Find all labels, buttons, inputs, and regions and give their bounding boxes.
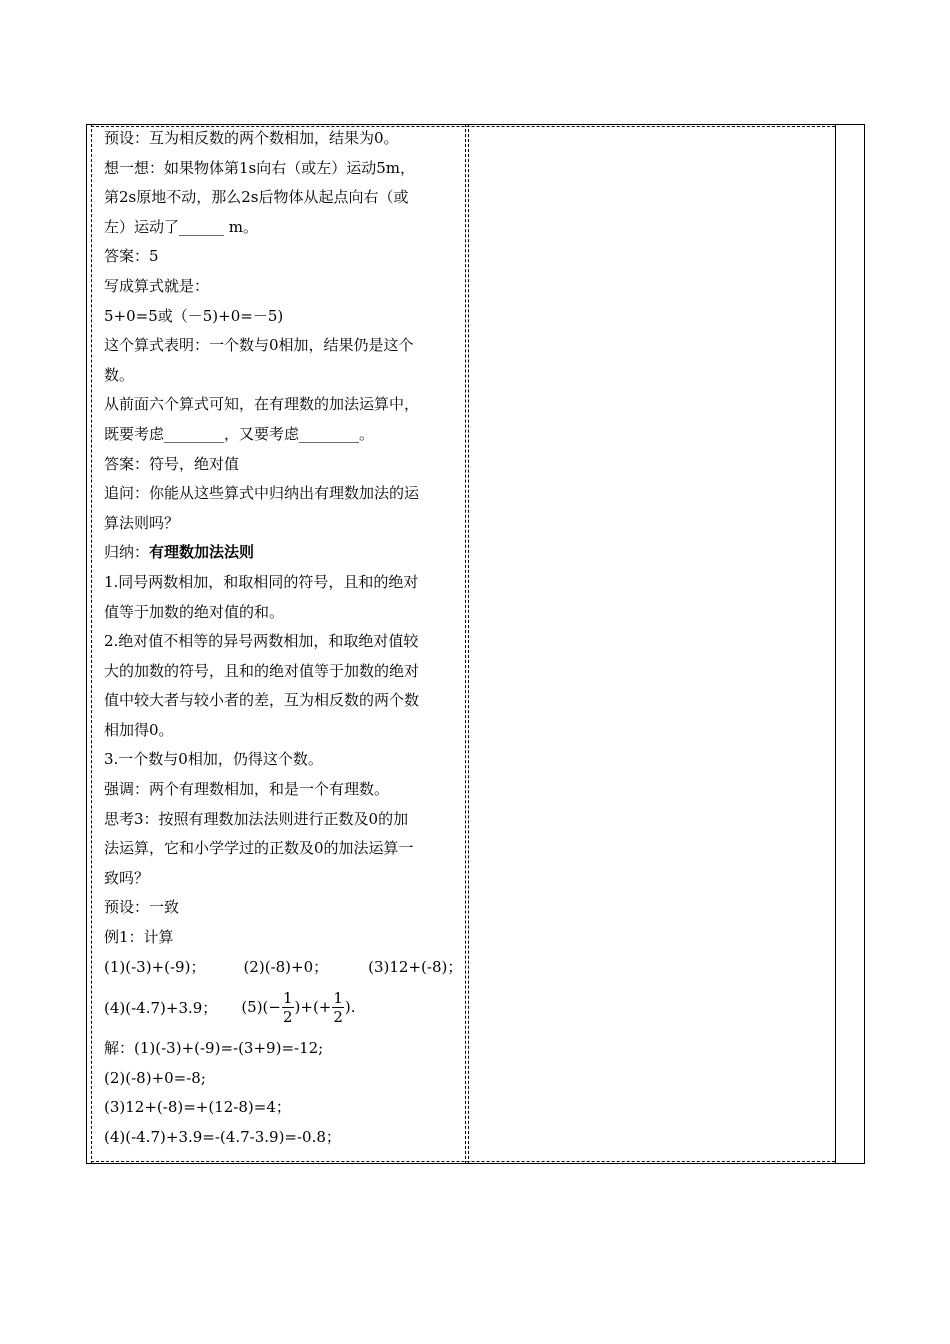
text-line: 既要考虑________，又要考虑________。: [104, 424, 375, 443]
rule-prefix: 归纳：: [104, 543, 150, 562]
text-line: 例1：计算: [104, 928, 174, 947]
left-cell-content: [104, 124, 463, 1153]
example-line-1: [104, 953, 463, 983]
cell-border-left: [91, 124, 92, 1164]
text-line: 值等于加数的绝对值的和。: [104, 602, 285, 621]
example-part-3: (3)12+(-8)；: [368, 957, 463, 976]
solution-line: (2)(-8)+0=-8;: [104, 1068, 206, 1087]
fraction-denominator: 2: [282, 1007, 293, 1026]
fraction-numerator: 1: [282, 988, 293, 1007]
text-line: 大的加数的符号，且和的绝对值等于加数的绝对: [104, 661, 420, 680]
example-part-5-open: (5)(−: [241, 998, 281, 1017]
text-line: 数。: [104, 365, 135, 384]
example-part-5-mid: )+(+: [294, 998, 332, 1017]
cell-border-middle-inner: [468, 124, 469, 1164]
text-line: 法运算，它和小学学过的正数及0的加法运算一: [104, 839, 414, 858]
example-part-2: (2)(-8)+0；: [243, 957, 329, 976]
cell-border-right: [835, 124, 836, 1164]
text-line: 预设：互为相反数的两个数相加，结果为0。: [104, 129, 399, 147]
text-line: 相加得0。: [104, 720, 174, 739]
text-line: 从前面六个算式可知，在有理数的加法运算中，: [104, 395, 420, 414]
text-line: 致吗？: [104, 868, 150, 887]
text-line: 1.同号两数相加，和取相同的符号，且和的绝对: [104, 572, 419, 591]
text-line: 5+0=5或（－5)+0=－5): [104, 306, 284, 325]
text-line: 思考3：按照有理数加法法则进行正数及0的加: [104, 809, 409, 828]
text-line: 左）运动了______ m。: [104, 217, 258, 236]
fraction-denominator: 2: [333, 1007, 343, 1026]
text-line: 答案：5: [104, 247, 159, 266]
fraction-half: [282, 989, 294, 1026]
cell-border-middle: [465, 124, 466, 1164]
text-line: 追问：你能从这些算式中归纳出有理数加法的运: [104, 484, 420, 503]
text-line: 强调：两个有理数相加，和是一个有理数。: [104, 780, 390, 799]
solution-line: (4)(-4.7)+3.9=-(4.7-3.9)=-0.8；: [104, 1128, 341, 1146]
text-line: 想一想：如果物体第1s向右（或左）运动5m，: [104, 158, 416, 177]
text-line: 2.绝对值不相等的异号两数相加，和取绝对值较: [104, 632, 419, 651]
rule-title: 有理数加法法则: [149, 543, 255, 562]
text-line: 第2s原地不动，那么2s后物体从起点向右（或: [104, 188, 409, 207]
example-part-4: (4)(-4.7)+3.9；: [104, 998, 218, 1017]
cell-border-bottom: [91, 1161, 835, 1162]
solution-line: (3)12+(-8)=+(12-8)=4；: [104, 1098, 291, 1117]
example-line-2: [104, 984, 460, 1030]
example-part-5-close: ).: [344, 998, 356, 1017]
text-line: 值中较大者与较小者的差，互为相反数的两个数: [104, 691, 420, 710]
example-part-1: (1)(-3)+(-9)；: [104, 957, 206, 976]
text-line: 写成算式就是：: [104, 276, 210, 295]
rule-heading: [104, 538, 460, 568]
text-line: 这个算式表明：一个数与0相加，结果仍是这个: [104, 336, 414, 355]
text-line: 答案：符号，绝对值: [104, 454, 240, 473]
solution-line: 解：(1)(-3)+(-9)=-(3+9)=-12;: [104, 1039, 324, 1058]
text-line: 预设：一致: [104, 898, 180, 917]
fraction-half: [332, 989, 344, 1026]
text-line: 算法则吗？: [104, 513, 180, 532]
fraction-numerator: 1: [333, 988, 343, 1007]
text-line: 3.一个数与0相加，仍得这个数。: [104, 750, 323, 769]
